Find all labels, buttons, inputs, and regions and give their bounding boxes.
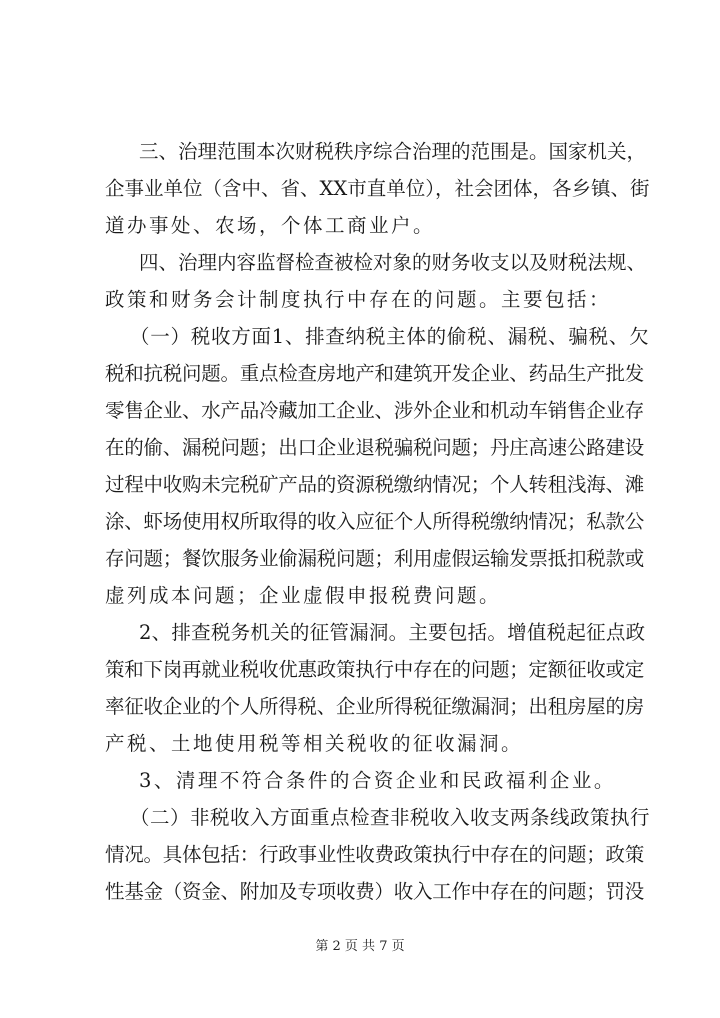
- text-line: 政策和财务会计制度执行中存在的问题。主要包括：: [105, 288, 612, 311]
- text-line: 产税、土地使用税等相关税收的征收漏洞。: [105, 732, 524, 755]
- text-line: 在的偷、漏税问题；出口企业退税骗税问题；丹庄高速公路建设: [105, 436, 645, 459]
- text-line: 零售企业、水产品冷藏加工企业、涉外企业和机动车销售企业存: [105, 399, 645, 422]
- text-line: 涂、虾场使用权所取得的收入应征个人所得税缴纳情况；私款公: [105, 510, 645, 533]
- text-line: 2、排查税务机关的征管漏洞。主要包括。增值税起征点政: [139, 621, 646, 644]
- page-number: 第 2 页 共 7 页: [315, 939, 405, 954]
- text-line: （二）非税收入方面重点检查非税收入收支两条线政策执行: [130, 806, 651, 829]
- text-line: 企事业单位（含中、省、XX市直单位），社会团体，各乡镇、街: [105, 177, 650, 200]
- text-line: 性基金（资金、附加及专项收费）收入工作中存在的问题；罚没: [105, 880, 645, 903]
- text-line: （一）税收方面1、排查纳税主体的偷税、漏税、骗税、欠: [130, 325, 650, 348]
- text-line: 道办事处、农场，个体工商业户。: [105, 214, 436, 237]
- text-line: 策和下岗再就业税收优惠政策执行中存在的问题；定额征收或定: [105, 658, 645, 681]
- text-line: 虚列成本问题；企业虚假申报税费问题。: [105, 584, 502, 607]
- text-line: 四、治理内容监督检查被检对象的财务收支以及财税法规、: [139, 251, 647, 274]
- text-line: 情况。具体包括：行政事业性收费政策执行中存在的问题；政策: [105, 843, 645, 866]
- text-line: 存问题；餐饮服务业偷漏税问题；利用虚假运输发票抵扣税款或: [105, 547, 645, 570]
- text-line: 率征收企业的个人所得税、企业所得税征缴漏洞；出租房屋的房: [105, 695, 645, 718]
- text-line: 税和抗税问题。重点检查房地产和建筑开发企业、药品生产批发: [105, 362, 645, 385]
- text-line: 过程中收购未完税矿产品的资源税缴纳情况；个人转租浅海、滩: [105, 473, 645, 496]
- text-line: 三、治理范围本次财税秩序综合治理的范围是。国家机关，: [139, 140, 647, 163]
- text-line: 3、清理不符合条件的合资企业和民政福利企业。: [139, 769, 616, 792]
